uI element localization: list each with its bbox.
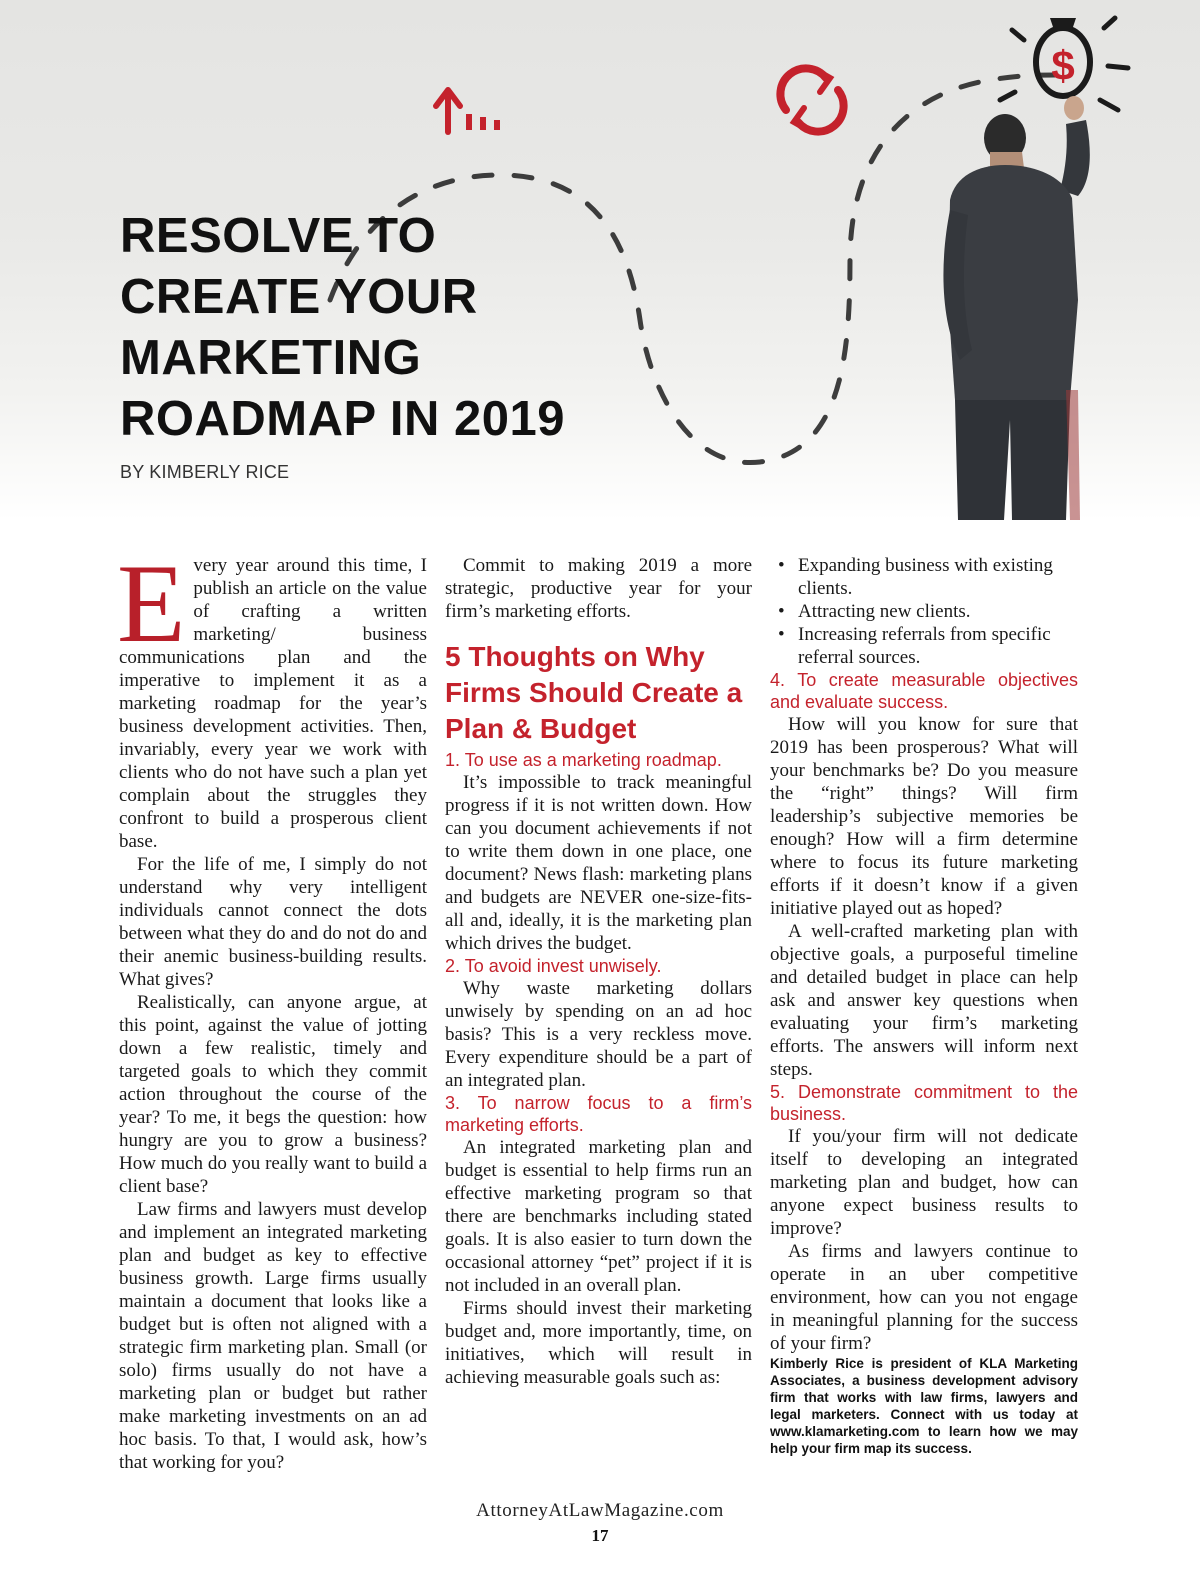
page-number: 17	[591, 1526, 609, 1545]
byline: BY KIMBERLY RICE	[120, 462, 290, 482]
hero-image	[0, 0, 1200, 520]
lightbulb-dollar-icon	[1000, 18, 1128, 110]
list-item: • Expanding business with existing clients.	[770, 554, 1078, 600]
section-subhead: 5 Thoughts on Why Firms Should Create a Plan & Budget	[445, 641, 743, 744]
article-column-2	[445, 554, 752, 1389]
dollar-sign: $	[1051, 42, 1075, 89]
headline-line: MARKETING	[120, 331, 422, 385]
paragraph: As firms and lawyers continue to operate in an uber competitive environment, how can you not engage in meaningful planning for the success of your firm?	[770, 1241, 1078, 1354]
point-heading: 4. To create measurable objectives and evaluate success.	[770, 670, 1078, 712]
paragraph: How will you know for sure that 2019 has been prosperous? What will your benchmarks be? Do you measure the “right” things? Will firm leadership’s subjective memories be enough? How will a firm determine where to focus its future marketing efforts if it doesn’t know if a given initiative played out as hoped?	[770, 714, 1078, 919]
article-headline	[120, 206, 680, 450]
paragraph: A well-crafted marketing plan with objective goals, a purposeful timeline and detailed budget in place can help ask and answer key questions when evaluating your firm’s marketing efforts. The answers will inform next steps.	[770, 921, 1078, 1080]
refresh-icon	[780, 68, 843, 131]
article-column-1	[117, 542, 427, 1474]
paragraph: It’s impossible to track meaningful progress if it is not written down. How can you document achievements if not to write them down in one place, one document? News flash: marketing plans and budgets are NEVER one-size-fits-all and, ideally, it is the marketing plan which drives the budget.	[445, 772, 752, 954]
headline-line: RESOLVE TO	[120, 209, 437, 263]
growth-arrow-icon	[436, 90, 500, 132]
headline-line: ROADMAP IN 2019	[120, 392, 566, 446]
headline-line: CREATE YOUR	[120, 270, 478, 324]
point-heading: 3. To narrow focus to a firm’s marketing efforts.	[445, 1093, 752, 1135]
paragraph: If you/your firm will not dedicate itself to developing an integrated marketing plan and budget, how can anyone expect business results to improve?	[770, 1126, 1078, 1239]
paragraph: Realistically, can anyone argue, at this point, against the value of jotting down a few realistic, timely and targeted goals to which they commit action throughout the course of the year? To me, it begs the question: how hungry are you to grow a business? How much do you really want to build a client base?	[119, 992, 427, 1197]
drop-cap: E	[117, 542, 186, 666]
list-item: • Attracting new clients.	[770, 600, 1078, 623]
paragraph: Firms should invest their marketing budget and, more importantly, time, on initiatives, which will result in achieving measurable goals such as:	[445, 1298, 752, 1388]
paragraph: Law firms and lawyers must develop and implement an integrated marketing plan and budget as key to effective business growth. Large firms usually maintain a document that looks like a budget but is often not aligned with a strategic firm marketing plan. Small (or solo) firms usually do not have a marketing plan or budget but rather make marketing investments on an ad hoc basis. To that, I would ask, how’s that working for you?	[119, 1199, 427, 1473]
article-column-3	[770, 554, 1078, 1457]
point-heading: 2. To avoid invest unwisely.	[445, 956, 662, 976]
paragraph: For the life of me, I simply do not understand why very intelligent individuals cannot connect the dots between what they do and do not do and their anemic business-building results. What gives?	[119, 854, 427, 990]
paragraph: Why waste marketing dollars unwisely by spending on an ad hoc basis? This is a very reckless move. Every expenditure should be a part of an integrated plan.	[445, 978, 752, 1091]
footer-website: AttorneyAtLawMagazine.com	[476, 1500, 724, 1521]
goal-list	[770, 554, 1078, 669]
paragraph: Commit to making 2019 a more strategic, productive year for your firm’s marketing efforts.	[445, 555, 752, 622]
list-item: • Increasing referrals from specific referral sources.	[770, 623, 1078, 669]
paragraph: very year around this time, I publish an article on the value of crafting a written marketing/ business communications plan and the imperative to implement it as a marketing roadmap for the year’s business development activities. Then, invariably, every year we work with clients who do not have such a plan yet complain about the struggles they confront to build a prosperous client base.	[119, 555, 427, 852]
businessman-figure	[943, 96, 1089, 520]
paragraph: An integrated marketing plan and budget is essential to help firms run an effective marketing program so that there are benchmarks including stated goals. It is also easier to turn down the occasional attorney “pet” project if it is not included in an overall plan.	[445, 1137, 752, 1296]
author-bio: Kimberly Rice is president of KLA Marketing Associates, a business development advisory firm that works with law firms, lawyers and legal marketers. Connect with us today at www.klamarketing.com to learn how we may help your firm map its success.	[770, 1356, 1078, 1456]
point-heading: 1. To use as a marketing roadmap.	[445, 750, 722, 770]
point-heading: 5. Demonstrate commitment to the business.	[770, 1082, 1078, 1124]
